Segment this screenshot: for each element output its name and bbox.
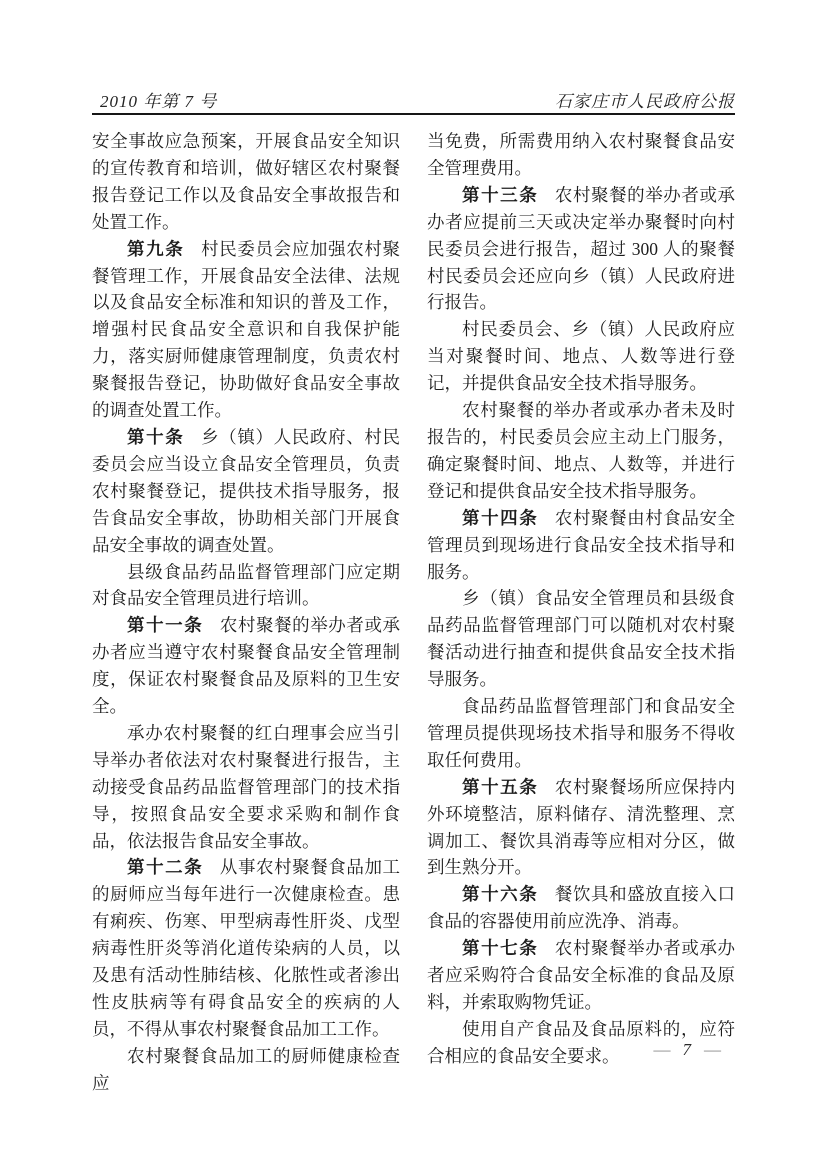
paragraph bbox=[427, 693, 735, 774]
running-head bbox=[92, 87, 735, 112]
paragraph-text: 村民委员会、乡（镇）人民政府应当对聚餐时间、地点、人数等进行登记，并提供食品安全技术指导服务。 bbox=[427, 319, 735, 394]
paragraph-text: 食品药品监督管理部门和食品安全管理员提供现场技术指导和服务不得收取任何费用。 bbox=[427, 696, 735, 770]
article-paragraph bbox=[92, 236, 400, 424]
article-number: 第十三条 bbox=[462, 184, 539, 205]
paragraph-text: 县级食品药品监督管理部门应定期对食品安全管理员进行培训。 bbox=[92, 561, 400, 609]
article-number: 第十一条 bbox=[127, 615, 204, 636]
header-rule bbox=[92, 113, 735, 115]
article-number: 第十二条 bbox=[127, 857, 204, 878]
paragraph bbox=[427, 585, 735, 693]
article-paragraph bbox=[92, 854, 400, 1042]
paragraph-text: 安全事故应急预案，开展食品安全知识的宣传教育和培训，做好辖区农村聚餐报告登记工作以及食品安全事故报告和处置工作。 bbox=[92, 131, 400, 232]
paragraph-text: 餐饮具和盛放直接入口食品的容器使用前应洗净、消毒。 bbox=[427, 884, 736, 932]
paragraph-text: 当免费，所需费用纳入农村聚餐食品安全管理费用。 bbox=[427, 131, 735, 178]
paragraph bbox=[427, 397, 735, 505]
paragraph-text: 乡（镇）食品安全管理员和县级食品药品监督管理部门可以随机对农村聚餐活动进行抽查和提供食品安全技术指导服务。 bbox=[427, 588, 735, 690]
paragraph-text: 农村聚餐的举办者或承办者应当遵守农村聚餐食品安全管理制度，保证农村聚餐食品及原料的卫生安全。 bbox=[92, 615, 401, 717]
paragraph bbox=[427, 128, 735, 182]
paragraph-text: 农村聚餐的举办者或承办者应提前三天或决定举办聚餐时向村民委员会进行报告，超过 300 人的聚餐村民委员会还应向乡（镇）人民政府进行报告。 bbox=[427, 184, 736, 313]
footer-dash-left: — bbox=[653, 1040, 670, 1059]
article-paragraph bbox=[427, 774, 735, 882]
article-paragraph bbox=[92, 612, 400, 720]
article-number: 第十五条 bbox=[462, 776, 539, 797]
left-column bbox=[92, 128, 400, 1097]
article-number: 第九条 bbox=[127, 238, 185, 259]
page-body bbox=[92, 128, 735, 1097]
paragraph-text: 使用自产食品及食品原料的，应符合相应的食品安全要求。 bbox=[427, 1018, 735, 1066]
paragraph bbox=[427, 316, 735, 397]
paragraph-text: 村民委员会应加强农村聚餐管理工作，开展食品安全法律、法规以及食品安全标准和知识的普及工作，增强村民食品安全意识和自我保护能力，落实厨师健康管理制度，负责农村聚餐报告登记，协助做好食品安全事故的调查处置工作。 bbox=[92, 238, 401, 421]
paragraph bbox=[92, 1043, 400, 1097]
paragraph-text: 农村聚餐由村食品安全管理员到现场进行食品安全技术指导和服务。 bbox=[427, 507, 736, 582]
paragraph-text: 从事农村聚餐食品加工的厨师应当每年进行一次健康检查。患有痢疾、伤寒、甲型病毒性肝炎、戊型病毒性肝炎等消化道传染病的人员，以及患有活动性肺结核、化脓性或者渗出性皮肤病等有碍食品安全的疾病的人员，不得从事农村聚餐食品加工工作。 bbox=[92, 857, 401, 1039]
footer-dash-right: — bbox=[704, 1040, 720, 1059]
right-column bbox=[427, 128, 735, 1097]
article-paragraph bbox=[92, 424, 400, 559]
paragraph-text: 农村聚餐举办者或承办者应采购符合食品安全标准的食品及原料，并索取购物凭证。 bbox=[427, 938, 736, 1012]
article-number: 第十条 bbox=[127, 426, 185, 447]
article-paragraph bbox=[427, 505, 735, 586]
page-number: 7 bbox=[682, 1040, 691, 1059]
paragraph-text: 农村聚餐食品加工的厨师健康检查应 bbox=[92, 1045, 400, 1093]
paragraph bbox=[92, 128, 400, 236]
paragraph bbox=[92, 720, 400, 855]
paragraph-text: 承办农村聚餐的红白理事会应当引导举办者依法对农村聚餐进行报告，主动接受食品药品监督管理部门的技术指导，按照食品安全要求采购和制作食品，依法报告食品安全事故。 bbox=[92, 722, 400, 851]
article-number: 第十六条 bbox=[462, 884, 539, 905]
paragraph bbox=[92, 559, 400, 613]
article-number: 第十四条 bbox=[462, 507, 539, 528]
article-number: 第十七条 bbox=[462, 938, 539, 959]
article-paragraph bbox=[427, 182, 735, 317]
paragraph-text: 农村聚餐的举办者或承办者未及时报告的，村民委员会应主动上门服务，确定聚餐时间、地点、人数等，并进行登记和提供食品安全技术指导服务。 bbox=[427, 400, 735, 501]
article-paragraph bbox=[427, 881, 735, 935]
page-footer bbox=[654, 1040, 721, 1060]
publication-title: 石家庄市人民政府公报 bbox=[555, 92, 735, 111]
paragraph-text: 乡（镇）人民政府、村民委员会应当设立食品安全管理员，负责农村聚餐登记，提供技术指导服务，报告食品安全事故，协助相关部门开展食品安全事故的调查处置。 bbox=[92, 426, 401, 555]
issue-number: 2010 年第 7 号 bbox=[100, 92, 218, 111]
article-paragraph bbox=[427, 935, 735, 1016]
paragraph-text: 农村聚餐场所应保持内外环境整洁，原料储存、清洗整理、烹调加工、餐饮具消毒等应相对分区，做到生熟分开。 bbox=[427, 776, 736, 878]
